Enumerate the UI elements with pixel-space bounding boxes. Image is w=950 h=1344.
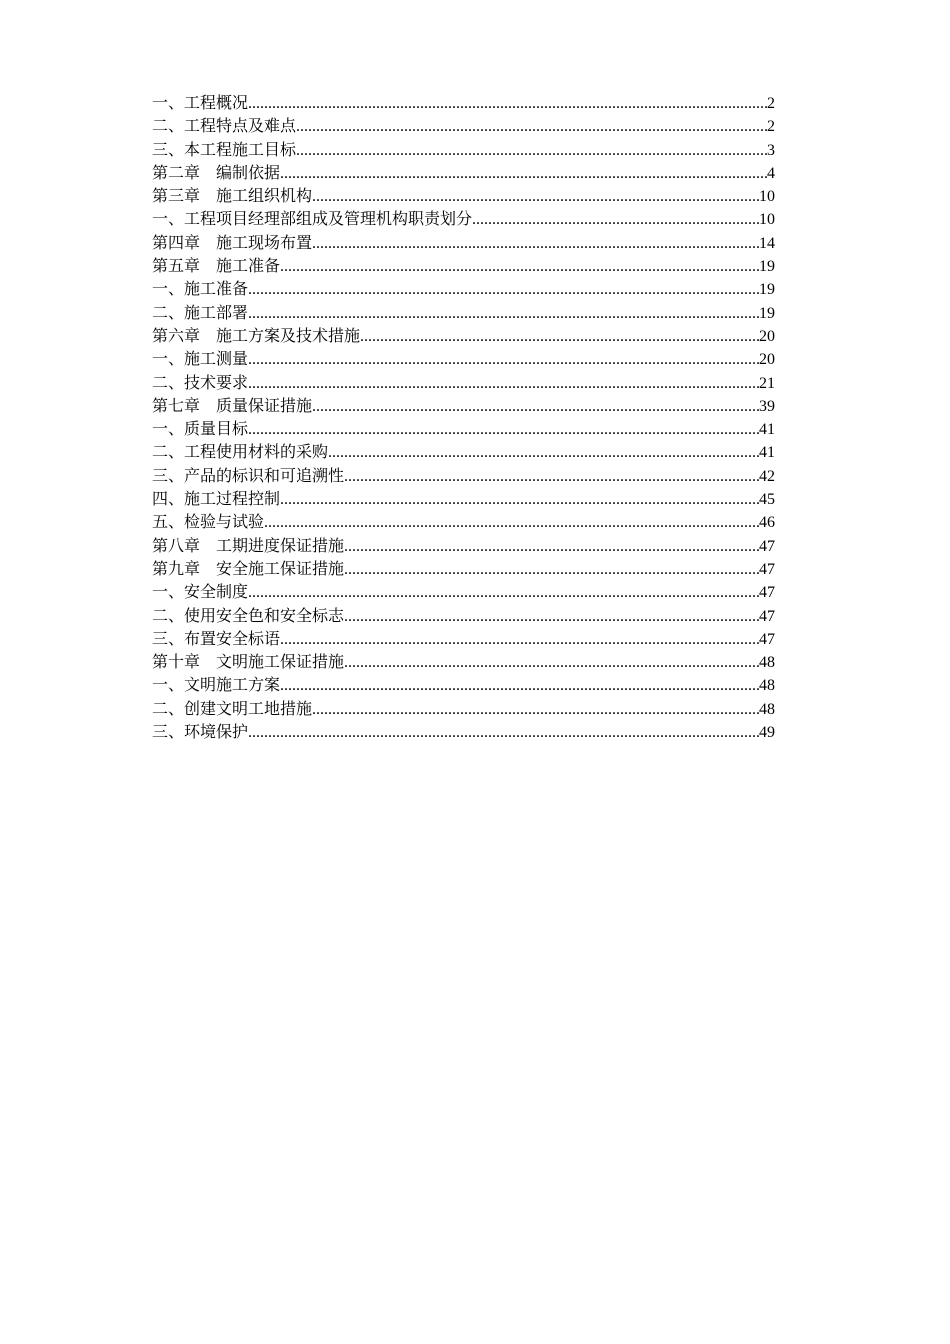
toc-section-entry[interactable] [152, 697, 775, 720]
toc-entry-title: 三、产品的标识和可追溯性 [152, 465, 345, 485]
toc-entry-title: 第三章 施工组织机构 [152, 186, 313, 206]
toc-entry-title: 第九章 安全施工保证措施 [152, 558, 345, 578]
toc-entry-title: 二、创建文明工地措施 [152, 698, 313, 718]
toc-section-entry[interactable] [152, 487, 775, 510]
toc-entry-title: 二、技术要求 [152, 372, 249, 392]
toc-dot-leader [248, 302, 759, 325]
toc-entry-page-number: 47 [759, 630, 775, 648]
toc-entry-title: 二、工程特点及难点 [152, 116, 297, 136]
toc-entry-title: 一、施工测量 [152, 349, 249, 369]
toc-entry-title: 一、质量目标 [152, 419, 249, 439]
toc-section-entry[interactable] [152, 510, 775, 533]
toc-dot-leader [344, 605, 759, 628]
toc-dot-leader [248, 581, 759, 604]
toc-chapter-entry[interactable] [152, 231, 775, 254]
toc-chapter-entry[interactable] [152, 557, 775, 580]
toc-entry-title: 一、安全制度 [152, 582, 249, 602]
toc-entry-page-number: 48 [759, 700, 775, 718]
toc-entry-title: 一、工程项目经理部组成及管理机构职责划分 [152, 209, 473, 229]
toc-entry-page-number: 2 [767, 95, 775, 112]
toc-entry-page-number: 46 [759, 514, 775, 532]
toc-dot-leader [248, 418, 759, 441]
toc-dot-leader [280, 162, 767, 185]
toc-entry-title: 第七章 质量保证措施 [152, 395, 313, 415]
toc-dot-leader [360, 325, 759, 348]
toc-section-entry[interactable] [152, 604, 775, 627]
toc-entry-title: 二、使用安全色和安全标志 [152, 605, 345, 625]
toc-dot-leader [280, 255, 759, 278]
toc-entry-title: 二、工程使用材料的采购 [152, 442, 329, 462]
toc-entry-page-number: 47 [759, 607, 775, 625]
toc-dot-leader [312, 395, 759, 418]
toc-section-entry[interactable] [152, 207, 775, 230]
toc-section-entry[interactable] [152, 580, 775, 603]
toc-entry-page-number: 3 [767, 141, 775, 159]
toc-entry-title: 第八章 工期进度保证措施 [152, 535, 345, 555]
toc-chapter-entry[interactable] [152, 394, 775, 417]
toc-entry-title: 第十章 文明施工保证措施 [152, 652, 345, 672]
toc-section-entry[interactable] [152, 138, 775, 161]
toc-section-entry[interactable] [152, 440, 775, 463]
toc-entry-page-number: 49 [759, 724, 775, 742]
toc-entry-page-number: 19 [759, 281, 775, 299]
toc-section-entry[interactable] [152, 673, 775, 696]
toc-entry-title: 第五章 施工准备 [152, 256, 281, 276]
toc-dot-leader [344, 465, 759, 488]
toc-dot-leader [472, 208, 759, 231]
toc-entry-page-number: 45 [759, 491, 775, 509]
toc-dot-leader [296, 115, 767, 138]
toc-entry-title: 一、施工准备 [152, 279, 249, 299]
toc-chapter-entry[interactable] [152, 184, 775, 207]
toc-dot-leader [248, 721, 759, 744]
toc-entry-page-number: 21 [759, 374, 775, 392]
toc-entry-page-number: 19 [759, 258, 775, 276]
toc-dot-leader [312, 232, 759, 255]
toc-section-entry[interactable] [152, 301, 775, 324]
toc-section-entry[interactable] [152, 371, 775, 394]
toc-section-entry[interactable] [152, 277, 775, 300]
toc-entry-page-number: 48 [759, 654, 775, 672]
toc-dot-leader [248, 348, 759, 371]
toc-dot-leader [248, 372, 759, 395]
toc-section-entry[interactable] [152, 720, 775, 743]
toc-section-entry[interactable] [152, 464, 775, 487]
toc-dot-leader [312, 698, 759, 721]
toc-entry-page-number: 47 [759, 537, 775, 555]
toc-entry-title: 一、文明施工方案 [152, 675, 281, 695]
toc-entry-page-number: 2 [767, 118, 775, 136]
toc-dot-leader [248, 278, 759, 301]
toc-dot-leader [280, 674, 759, 697]
toc-chapter-entry[interactable] [152, 534, 775, 557]
toc-dot-leader [280, 488, 759, 511]
toc-chapter-entry[interactable] [152, 161, 775, 184]
toc-entry-page-number: 20 [759, 351, 775, 369]
toc-chapter-entry[interactable] [152, 650, 775, 673]
toc-entry-title: 三、环境保护 [152, 722, 249, 742]
toc-entry-page-number: 10 [759, 211, 775, 229]
toc-entry-page-number: 19 [759, 304, 775, 322]
toc-chapter-entry[interactable] [152, 324, 775, 347]
toc-entry-title: 三、布置安全标语 [152, 628, 281, 648]
toc-dot-leader [344, 651, 759, 674]
toc-chapter-entry[interactable] [152, 254, 775, 277]
toc-entry-title: 一、工程概况 [152, 93, 249, 112]
toc-entry-title: 第四章 施工现场布置 [152, 232, 313, 252]
toc-dot-leader [264, 511, 759, 534]
toc-section-entry[interactable] [152, 91, 775, 114]
toc-dot-leader [312, 185, 759, 208]
toc-entry-page-number: 41 [759, 444, 775, 462]
toc-entry-page-number: 41 [759, 421, 775, 439]
toc-entry-title: 五、检验与试验 [152, 512, 265, 532]
toc-entry-title: 二、施工部署 [152, 302, 249, 322]
toc-section-entry[interactable] [152, 114, 775, 137]
toc-dot-leader [248, 92, 767, 115]
toc-dot-leader [344, 558, 759, 581]
toc-dot-leader [280, 628, 759, 651]
toc-entry-page-number: 39 [759, 397, 775, 415]
toc-entry-page-number: 10 [759, 188, 775, 206]
toc-section-entry[interactable] [152, 417, 775, 440]
toc-section-entry[interactable] [152, 347, 775, 370]
toc-entry-page-number: 42 [759, 467, 775, 485]
toc-entry-title: 第二章 编制依据 [152, 162, 281, 182]
toc-entry-title: 四、施工过程控制 [152, 489, 281, 509]
toc-entry-page-number: 14 [759, 234, 775, 252]
toc-dot-leader [328, 441, 759, 464]
toc-entry-page-number: 48 [759, 677, 775, 695]
toc-entry-title: 三、本工程施工目标 [152, 139, 297, 159]
toc-dot-leader [344, 535, 759, 558]
toc-entry-title: 第六章 施工方案及技术措施 [152, 325, 361, 345]
toc-section-entry[interactable] [152, 627, 775, 650]
table-of-contents [152, 91, 775, 743]
toc-entry-page-number: 4 [767, 164, 775, 182]
toc-entry-page-number: 20 [759, 327, 775, 345]
toc-entry-page-number: 47 [759, 584, 775, 602]
toc-entry-page-number: 47 [759, 560, 775, 578]
toc-dot-leader [296, 139, 767, 162]
